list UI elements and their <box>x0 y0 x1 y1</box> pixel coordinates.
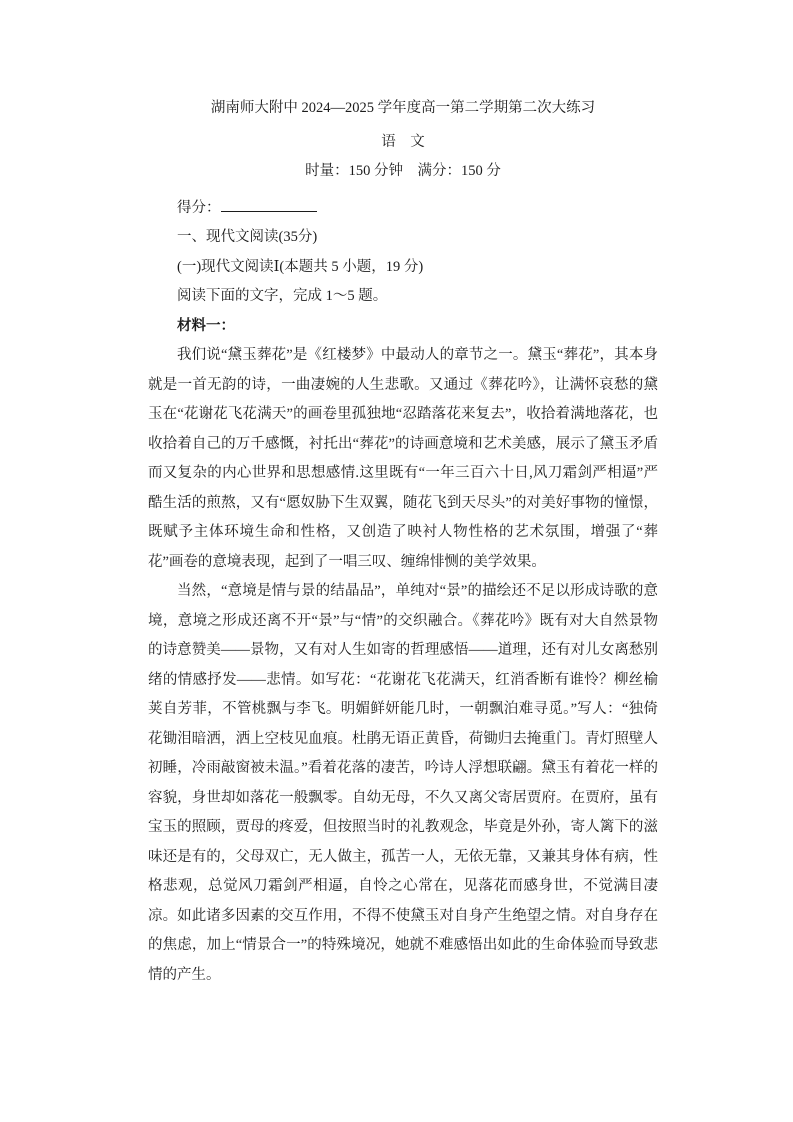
exam-time-and-score: 时量：150 分钟 满分：150 分 <box>305 163 501 179</box>
score-blank-line <box>221 196 317 212</box>
exam-subject: 语 文 <box>381 133 425 150</box>
section-heading: 一、现代文阅读(35分) <box>177 229 318 245</box>
score-line <box>148 194 658 224</box>
subsection-heading: (一)现代文阅读Ⅰ(本题共 5 小题，19 分) <box>177 258 424 275</box>
reading-instruction: 阅读下面的文字，完成 1～5 题。 <box>177 288 388 304</box>
material-paragraph-1: 我们说“黛玉葬花”是《红楼梦》中最动人的章节之一。黛玉“葬花”，其本身就是一首无韵的诗，一曲凄婉的人生悲歌。又通过《葬花吟》，让满怀哀愁的黛玉在“花谢花飞花满天”的画卷里孤独地“忍踏落花来复去”，收拾着满地落花，也收拾着自己的万千感慨，衬托出“葬花”的诗画意境和艺术美感，展示了黛玉矛盾而又复杂的内心世界和思想感情.这里既有“一年三百六十日,风刀霜剑严相逼”严酷生活的煎熬，又有“愿奴胁下生双翼，随花飞到天尽头”的对美好事物的憧憬，既赋予主体环境生命和性格，又创造了映衬人物性格的艺术氛围，增强了“葬花”画卷的意境表现，起到了一唱三叹、缠绵悱恻的美学效果。 <box>148 347 658 570</box>
material-paragraph-2: 当然，“意境是情与景的结晶品”，单纯对“景”的描绘还不足以形成诗歌的意境，意境之形成还离不开“景”与“情”的交织融合。《葬花吟》既有对大自然景物的诗意赞美——景物，又有对人生如寄的哲理感悟——道理，还有对儿女离愁别绪的情感抒发——悲情。如写花：“花谢花飞花满天，红消香断有谁怜？柳丝榆荚自芳菲，不管桃飘与李飞。明媚鲜妍能几时，一朝飘泊难寻觅。”写人：“独倚花锄泪暗洒，洒上空枝见血痕。杜鹃无语正黄昏，荷锄归去掩重门。青灯照壁人初睡，冷雨敲窗被未温。”看着花落的凄苦，吟诗人浮想联翩。黛玉有着花一样的容貌，身世却如落花一般飘零。自幼无母，不久又离父寄居贾府。在贾府，虽有宝玉的照顾，贾母的疼爱，但按照当时的礼教观念，毕竟是外孙，寄人篱下的滋味还是有的，父母双亡，无人做主，孤苦一人，无依无靠，又兼其身体有病，性格悲观，总觉风刀霜剑严相逼，自怜之心常在，见落花而感身世，不觉满目凄凉。如此诸多因素的交互作用，不得不使黛玉对自身产生绝望之情。对自身存在的焦虑，加上“情景合一”的特殊境况，她就不难感悟出如此的生命体验而导致悲情的产生。 <box>148 583 658 983</box>
material-one-label: 材料一： <box>177 317 235 334</box>
exam-title: 湖南师大附中 2024—2025 学年度高一第二学期第二次大练习 <box>210 100 596 116</box>
score-label: 得分： <box>177 199 221 216</box>
